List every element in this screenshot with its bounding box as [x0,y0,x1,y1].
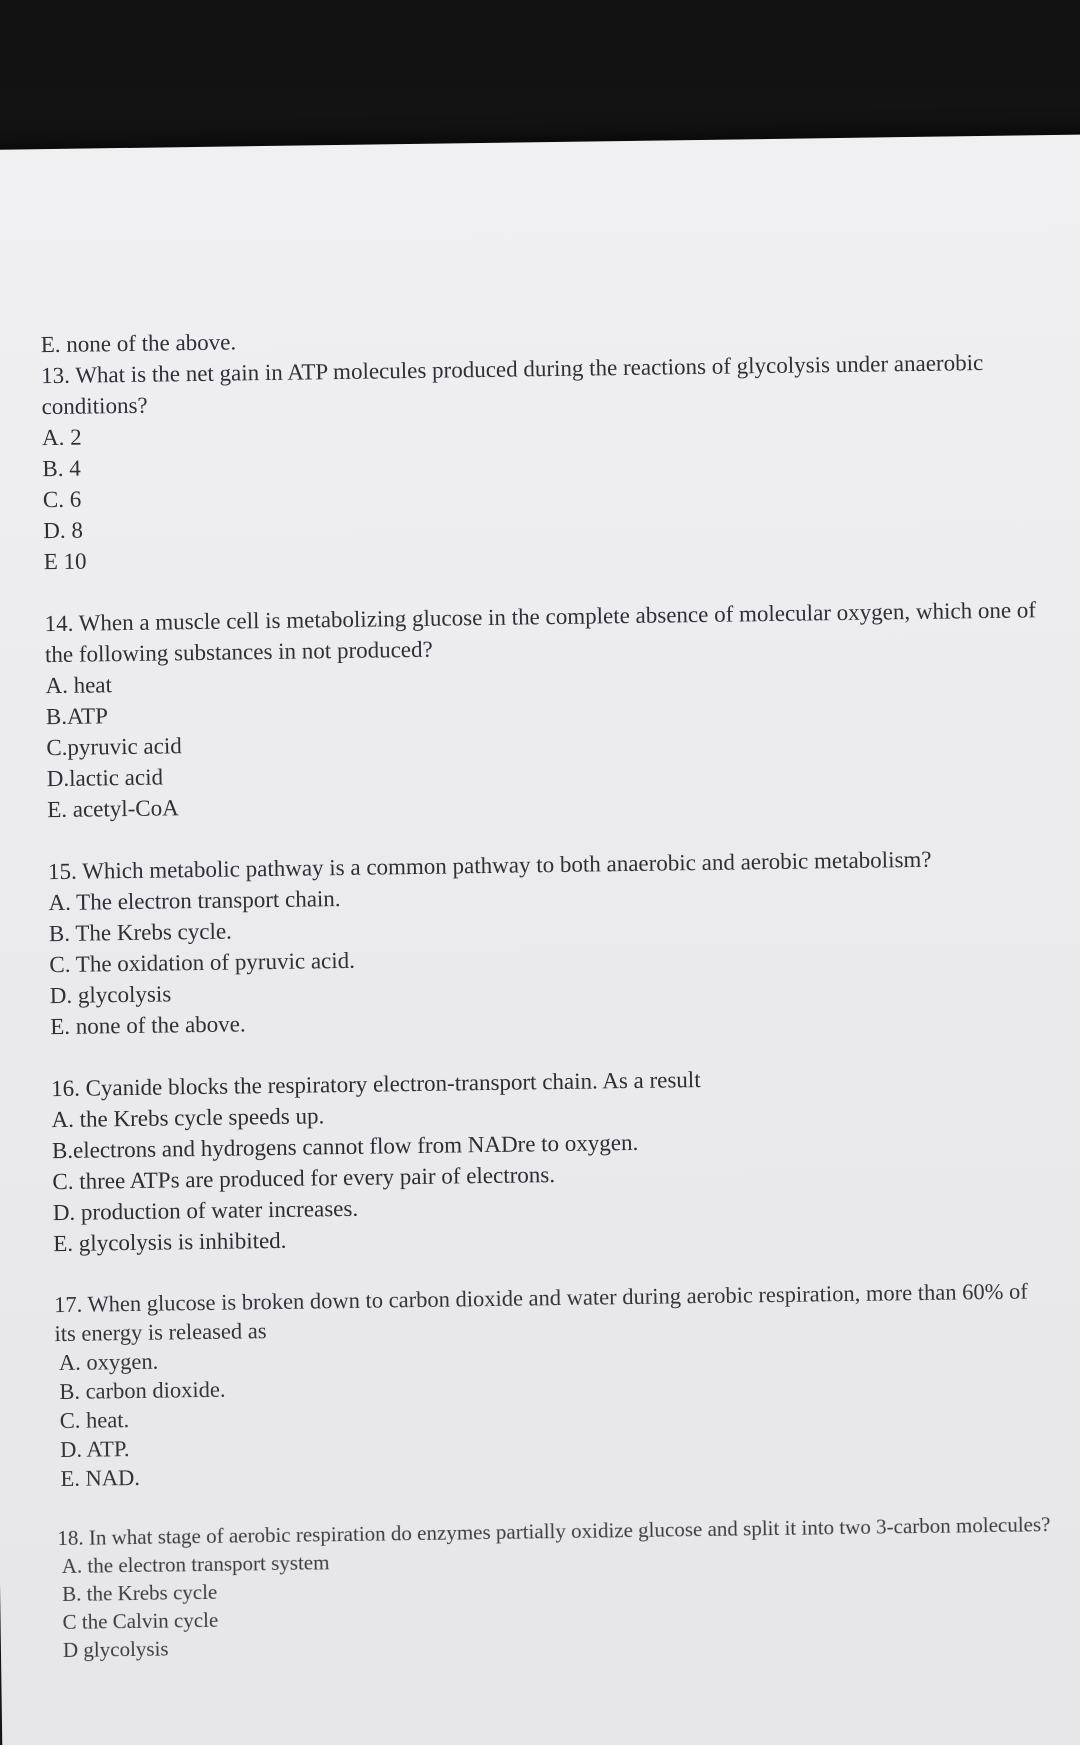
question-14 [44,594,1047,825]
question-15 [48,842,1050,1042]
question-18-option-a: A. the electron transport system [61,1550,330,1578]
question-14-option-b: B.ATP [45,703,109,730]
question-16-option-d: D. production of water increases. [52,1195,359,1226]
question-15-option-b: B. The Krebs cycle. [48,918,232,947]
question-18 [57,1510,1059,1664]
question-13 [41,346,1044,577]
question-16-option-a: A. the Krebs cycle speeds up. [51,1103,325,1133]
question-16-option-c: C. three ATPs are produced for every pair of electrons. [52,1162,556,1195]
question-14-option-a: A. heat [45,672,113,699]
question-15-text: 15. Which metabolic pathway is a common pathway to both anaerobic and aerobic metabolism? [47,846,932,885]
question-16-option-b: B.electrons and hydrogens cannot flow from NADre to oxygen. [51,1129,639,1164]
question-17-option-b: B. carbon dioxide. [59,1376,226,1405]
question-13-option-c: C. 6 [42,486,82,513]
question-14-option-d: D.lactic acid [46,764,164,792]
question-14-option-c: C.pyruvic acid [46,733,182,761]
question-15-option-a: A. The electron transport chain. [48,886,341,916]
question-13-option-b: B. 4 [42,455,81,482]
question-18-option-c: C the Calvin cycle [62,1607,219,1634]
quiz-document [41,315,1060,1695]
question-18-option-b: B. the Krebs cycle [62,1579,218,1606]
question-17-option-d: D. ATP. [59,1436,130,1463]
question-13-text: 13. What is the net gain in ATP molecules produced during the reactions of glycolysis under anaerobic conditions? [40,350,984,420]
question-18-text: 18. In what stage of aerobic respiration do enzymes partially oxidize glucose and split it into two 3-carbon molecules? [57,1512,1051,1551]
question-15-option-e: E. none of the above. [50,1011,246,1040]
question-13-option-e: E 10 [43,548,87,575]
question-15-option-c: C. The oxidation of pyruvic acid. [49,947,356,978]
question-15-option-d: D. glycolysis [49,981,172,1009]
question-14-text: 14. When a muscle cell is metabolizing glucose in the complete absence of molecular oxygen, which one of the following substances in not produced? [44,597,1037,668]
question-13-option-a: A. 2 [41,424,82,451]
question-13-option-d: D. 8 [43,517,84,544]
question-17 [54,1276,1057,1493]
question-16 [51,1059,1053,1259]
monitor-screen [0,134,1080,1745]
question-17-option-e: E. NAD. [60,1464,141,1492]
question-16-option-e: E. glycolysis is inhibited. [53,1227,287,1257]
question-14-option-e: E. acetyl-CoA [47,795,179,823]
previous-question-last-option: E. none of the above. [40,329,237,358]
question-17-option-c: C. heat. [59,1407,130,1434]
question-17-option-a: A. oxygen. [58,1348,159,1376]
question-16-text: 16. Cyanide blocks the respiratory electron-transport chain. As a result [50,1067,701,1102]
question-17-text: 17. When glucose is broken down to carbon dioxide and water during aerobic respiration, more than 60% of its energy is released as [53,1278,1028,1347]
question-18-option-d: D glycolysis [62,1636,169,1662]
